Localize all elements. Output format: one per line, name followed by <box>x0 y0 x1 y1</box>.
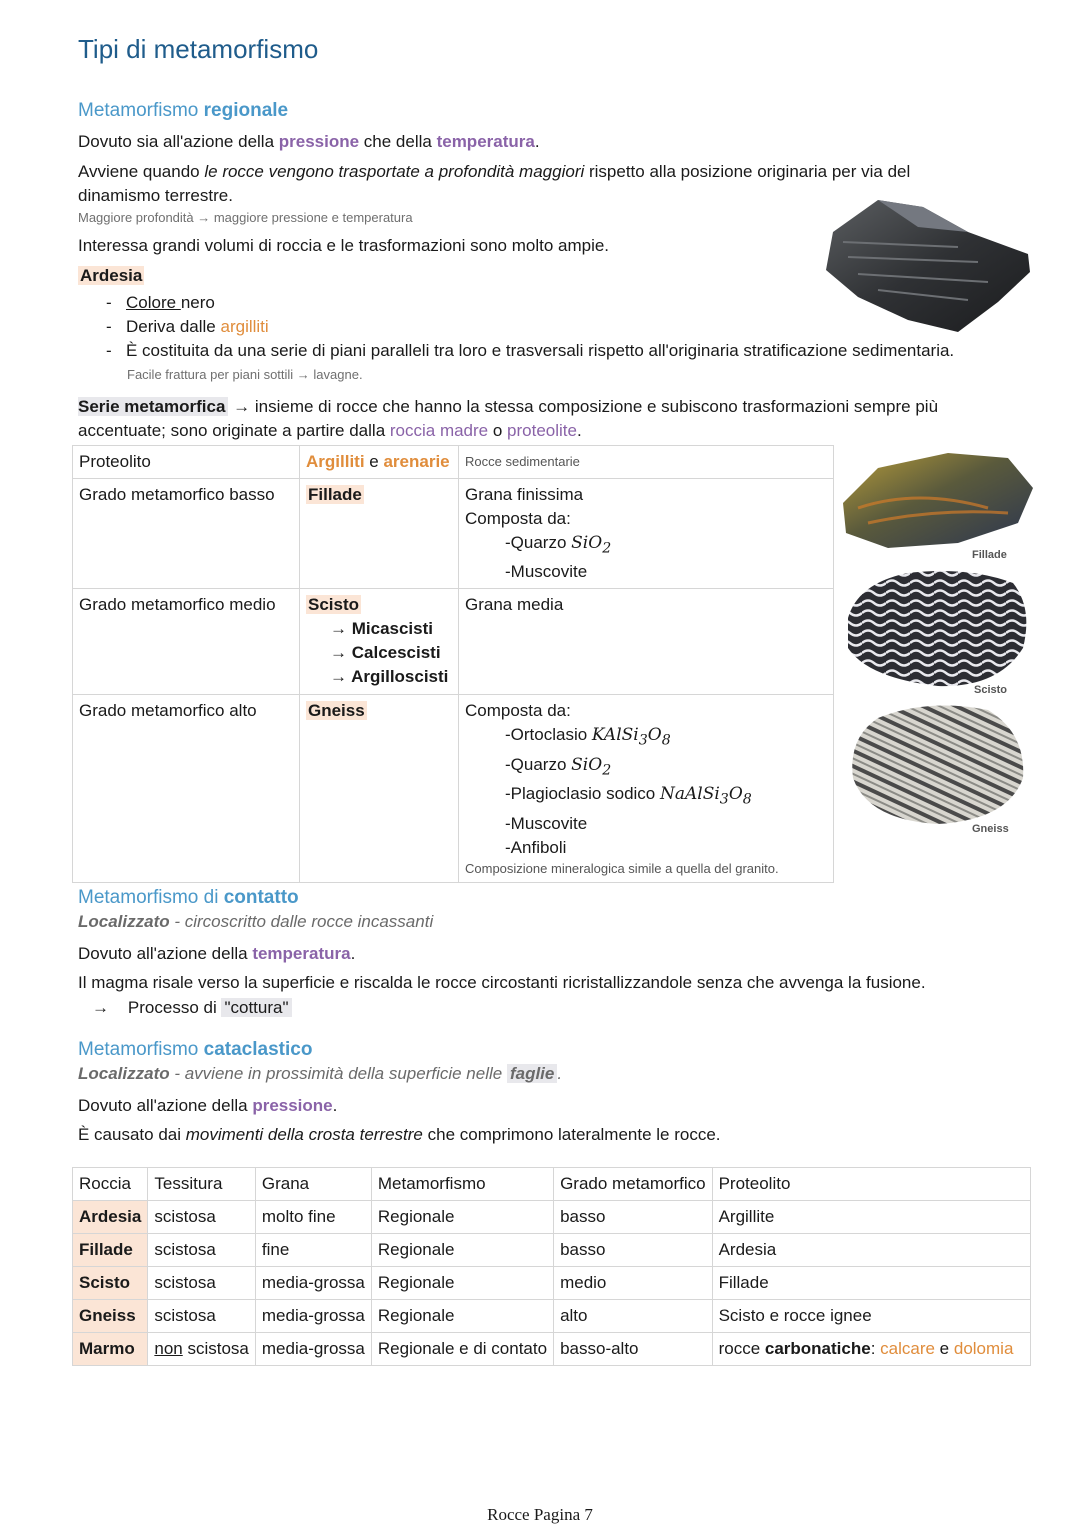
mineral-name: Muscovite <box>510 562 588 582</box>
high-note: Composizione mineralogica simile a quella del granito. <box>465 860 779 876</box>
table-cell: Grado metamorfico basso <box>73 479 300 589</box>
table-cell: fine <box>255 1234 371 1267</box>
scisto-sub-3: → Argilloscisti <box>330 667 449 687</box>
caption-gneiss: Gneiss <box>972 823 1009 835</box>
heading-cataclastic-a: Metamorfismo <box>78 1039 204 1060</box>
regional-p2-italic: le rocce vengono trasportate a profondità maggiori <box>204 162 585 181</box>
heading-cataclastic-b: cataclastico <box>203 1039 313 1060</box>
serie-b: accentuate; sono originate a partire dalla <box>78 421 390 440</box>
table-header-cell: Tessitura <box>148 1168 256 1201</box>
contact-sub-bold: Localizzato <box>78 912 170 931</box>
table-header-cell: Metamorfismo <box>371 1168 553 1201</box>
table-header-cell: Roccia <box>73 1168 148 1201</box>
regional-p1-b: che della <box>359 132 437 151</box>
cataclastic-sub-rest: - avviene in prossimità della superficie nelle <box>169 1064 507 1083</box>
heading-contact-b: contatto <box>223 887 299 908</box>
rock-fillade: Fillade <box>308 485 362 504</box>
table-row <box>73 479 834 589</box>
sub-name: Argilloscisti <box>351 667 449 687</box>
contact-p3-hl: "cottura" <box>221 998 291 1017</box>
table-cell <box>300 589 459 695</box>
list-item1-a: Colore <box>126 293 181 312</box>
high-desc: Composta da: <box>465 701 571 721</box>
regional-p1-pressure: pressione <box>278 132 360 151</box>
table-cell: Proteolito <box>73 446 300 479</box>
table-row <box>73 589 834 695</box>
high-mineral-1: -Ortoclasio $KAlSi_3O_8$ <box>505 725 671 749</box>
rock-series-images <box>838 448 1038 848</box>
cataclastic-p2-a: È causato dai <box>78 1125 186 1144</box>
table-cell: Rocce sedimentarie <box>459 446 834 479</box>
table-cell <box>459 695 834 882</box>
list-item1-b: nero <box>180 293 215 312</box>
table-row <box>73 1234 1031 1267</box>
table-cell <box>148 1333 256 1366</box>
table-row <box>73 1201 1031 1234</box>
formula: SiO <box>571 754 603 775</box>
cataclastic-p1 <box>78 1094 337 1118</box>
table-cell: molto fine <box>255 1201 371 1234</box>
list-item3: È costituita da una serie di piani paralleli tra loro e trasversali rispetto all'originaria stratificazione sedimentaria. <box>126 341 955 360</box>
marmo-prot-b: carbonatiche <box>764 1339 871 1358</box>
cataclastic-p2-b: che comprimono lateralmente le rocce. <box>422 1125 721 1144</box>
table-cell <box>300 446 459 479</box>
serie-roccia: roccia madre <box>389 421 489 440</box>
cataclastic-p1-pressure: pressione <box>252 1096 333 1115</box>
list-item2-a: Deriva dalle <box>126 317 221 336</box>
table-row <box>73 695 834 882</box>
formula-sub: 3 <box>638 732 648 749</box>
table-cell: Scisto <box>73 1267 148 1300</box>
cataclastic-p2-italic: movimenti della crosta terrestre <box>185 1125 423 1144</box>
high-mineral-3: -Plagioclasio sodico $NaAlSi_3O_8$ <box>505 784 752 808</box>
scisto-sub-2: → Calcescisti <box>330 643 441 663</box>
mineral-name: Muscovite <box>510 813 588 833</box>
marmo-prot-dolomia: dolomia <box>953 1339 1014 1358</box>
serie-label: Serie metamorfica <box>78 397 228 416</box>
table-cell: Regionale <box>371 1300 553 1333</box>
contact-sub <box>78 912 433 932</box>
heading-contact-a: Metamorfismo di <box>78 887 224 908</box>
cataclastic-sub-bold: Localizzato <box>78 1064 170 1083</box>
table-cell: Fillade <box>712 1267 1030 1300</box>
high-mineral-2: -Quarzo SiO$_2$ <box>505 754 612 779</box>
table-cell: scistosa <box>148 1267 256 1300</box>
mineral-name: Anfiboli <box>510 837 567 857</box>
summary-table <box>72 1167 1031 1366</box>
high-mineral-5: -Anfiboli <box>505 837 567 857</box>
contact-p3 <box>92 996 292 1020</box>
formula-sub: 8 <box>742 791 752 808</box>
table-cell: alto <box>554 1300 713 1333</box>
low-mineral-1: -Quarzo SiO$_2$ <box>505 533 612 557</box>
rock-scisto: Scisto <box>308 595 360 615</box>
table-cell <box>300 479 459 589</box>
heading-regional <box>78 100 288 122</box>
table-cell: Regionale <box>371 1267 553 1300</box>
table-cell: Regionale <box>371 1201 553 1234</box>
table-header-cell: Grana <box>255 1168 371 1201</box>
sub-name: Calcescisti <box>351 643 441 663</box>
cataclastic-sub-end: . <box>557 1064 563 1083</box>
heading-regional-b: regionale <box>203 100 289 121</box>
list-item <box>78 315 1048 339</box>
contact-p2: Il magma risale verso la superficie e riscalda le rocce circostanti ricristallizzandole senza che avvenga la fusione. <box>78 973 926 992</box>
formula: O <box>647 725 662 746</box>
heading-cataclastic <box>78 1039 312 1061</box>
low-desc1: Grana finissima <box>465 485 584 504</box>
table-cell: Regionale <box>371 1234 553 1267</box>
contact-sub-rest: - circoscritto dalle rocce incassanti <box>169 912 434 931</box>
cataclastic-sub <box>78 1064 562 1084</box>
table-header-row <box>73 1168 1031 1201</box>
high-mineral-4: -Muscovite <box>505 813 588 833</box>
table-cell: media-grossa <box>255 1267 371 1300</box>
scisto-sub-1: → Micascisti <box>330 619 433 639</box>
serie-end: . <box>576 421 582 440</box>
marmo-tess-u: non <box>154 1339 183 1358</box>
table-cell: medio <box>554 1267 713 1300</box>
mineral-name: Quarzo <box>510 754 572 774</box>
table-cell: Grado metamorfico alto <box>73 695 300 882</box>
regional-p2-a: Avviene quando <box>78 162 205 181</box>
table-cell: scistosa <box>148 1201 256 1234</box>
cataclastic-p1-b: . <box>332 1096 338 1115</box>
mineral-name: Ortoclasio <box>510 725 592 745</box>
table-cell: basso-alto <box>554 1333 713 1366</box>
table-cell: Fillade <box>73 1234 148 1267</box>
header-arenarie: arenarie <box>383 452 450 471</box>
table-cell: scistosa <box>148 1300 256 1333</box>
marmo-prot-calcare: calcare <box>880 1339 935 1358</box>
table-cell: Regionale e di contato <box>371 1333 553 1366</box>
formula-sub: 3 <box>719 791 729 808</box>
cataclastic-faglie: faglie <box>507 1064 557 1083</box>
header-argilliti: Argilliti <box>306 452 365 471</box>
regional-p2-b: rispetto alla posizione originaria per via del <box>584 162 911 181</box>
regional-note: Maggiore profondità → maggiore pressione e temperatura <box>78 210 413 225</box>
mineral-name: Plagioclasio sodico <box>510 784 660 804</box>
formula: NaAlSi <box>659 784 720 805</box>
marmo-tess-rest: scistosa <box>182 1339 249 1358</box>
series-table <box>72 445 834 883</box>
contact-p3-a: Processo di <box>127 998 222 1017</box>
ardesia-list <box>78 291 1048 363</box>
table-row <box>73 1300 1031 1333</box>
table-cell: Scisto e rocce ignee <box>712 1300 1030 1333</box>
formula-sub: 2 <box>602 540 612 557</box>
ardesia-note: Facile frattura per piani sottili → lavagne. <box>127 367 363 382</box>
table-cell: Grana media <box>459 589 834 695</box>
formula-sub: 2 <box>602 762 612 779</box>
heading-regional-a: Metamorfismo <box>78 100 204 121</box>
formula: O <box>728 784 743 805</box>
list-item <box>78 291 1048 315</box>
caption-scisto: Scisto <box>974 684 1008 696</box>
page-title: Tipi di metamorfismo <box>78 34 319 64</box>
formula-sub: 8 <box>661 732 671 749</box>
page-footer: Rocce Pagina 7 <box>487 1505 593 1524</box>
table-cell: Gneiss <box>73 1300 148 1333</box>
table-cell: Ardesia <box>712 1234 1030 1267</box>
formula: SiO <box>571 533 603 553</box>
cataclastic-p2 <box>78 1123 721 1147</box>
marmo-prot-a: rocce <box>718 1339 765 1358</box>
regional-p1-a: Dovuto sia all'azione della <box>78 132 279 151</box>
list-item <box>78 339 1048 363</box>
table-cell: Marmo <box>73 1333 148 1366</box>
table-cell: media-grossa <box>255 1300 371 1333</box>
ardesia-label-text: Ardesia <box>80 266 143 285</box>
contact-p1-temperature: temperatura <box>252 944 351 963</box>
list-item2-b: argilliti <box>220 317 269 336</box>
header-e: e <box>364 452 384 471</box>
low-desc2: Composta da: <box>465 509 571 528</box>
table-cell: scistosa <box>148 1234 256 1267</box>
table-cell: Argillite <box>712 1201 1030 1234</box>
heading-contact <box>78 887 299 909</box>
mineral-name: Quarzo <box>510 533 572 552</box>
rock-gneiss: Gneiss <box>308 701 365 721</box>
table-row <box>73 1333 1031 1366</box>
arrow-icon: → <box>92 998 109 1017</box>
low-mineral-2: -Muscovite <box>505 562 588 582</box>
regional-p2-line2: dinamismo terrestre. <box>78 186 233 205</box>
caption-fillade: Fillade <box>972 549 1007 561</box>
serie-proteolite: proteolite <box>507 421 577 440</box>
table-cell <box>712 1333 1030 1366</box>
table-cell <box>459 479 834 589</box>
table-cell: basso <box>554 1201 713 1234</box>
serie-a: → insieme di rocce che hanno la stessa composizione e subiscono trasformazioni sempre più <box>228 397 939 416</box>
table-row <box>73 446 834 479</box>
table-cell: basso <box>554 1234 713 1267</box>
serie-o: o <box>488 421 508 440</box>
cataclastic-p1-a: Dovuto all'azione della <box>78 1096 253 1115</box>
table-cell <box>300 695 459 882</box>
contact-p1-a: Dovuto all'azione della <box>78 944 253 963</box>
table-row <box>73 1267 1031 1300</box>
contact-p1-b: . <box>350 944 356 963</box>
ardesia-label <box>78 266 144 286</box>
sub-name: Micascisti <box>351 619 433 639</box>
table-header-cell: Proteolito <box>712 1168 1030 1201</box>
formula: KAlSi <box>591 725 639 746</box>
table-cell: media-grossa <box>255 1333 371 1366</box>
regional-p1-temperature: temperatura <box>436 132 535 151</box>
marmo-prot-c: : <box>870 1339 881 1358</box>
marmo-prot-e: e <box>934 1339 954 1358</box>
table-cell: Grado metamorfico medio <box>73 589 300 695</box>
regional-p3: Interessa grandi volumi di roccia e le trasformazioni sono molto ampie. <box>78 236 610 255</box>
regional-p1 <box>78 130 540 154</box>
contact-p1 <box>78 942 355 966</box>
table-cell: Ardesia <box>73 1201 148 1234</box>
serie-paragraph <box>78 395 1038 443</box>
regional-p1-c: . <box>534 132 540 151</box>
table-header-cell: Grado metamorfico <box>554 1168 713 1201</box>
